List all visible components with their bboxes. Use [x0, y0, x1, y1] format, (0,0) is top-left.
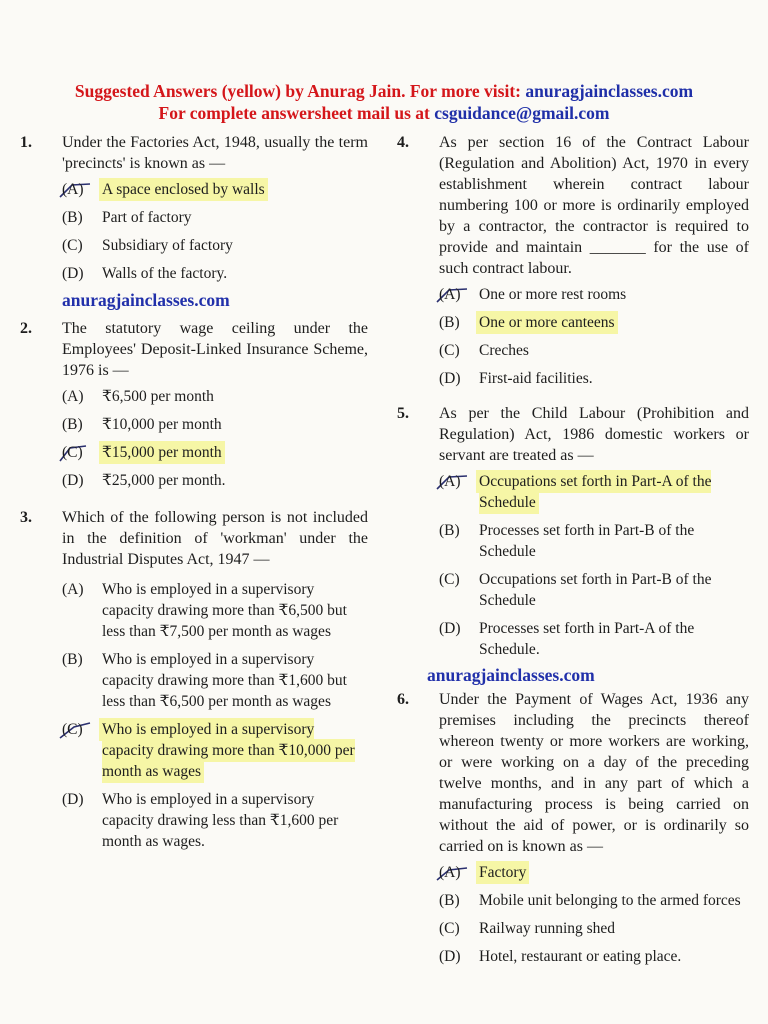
question-2: [20, 318, 368, 491]
question-number: 2.: [20, 320, 32, 337]
option-letter: (B): [439, 892, 460, 909]
option-c-selected: [62, 719, 368, 782]
option-letter: (B): [439, 522, 460, 539]
option-letter: (D): [62, 265, 84, 282]
option-text: Creches: [479, 342, 529, 359]
option-b: [62, 414, 368, 435]
option-text: Who is employed in a supervisory capacity drawing more than ₹6,500 but less than ₹7,500 per month as wages: [102, 581, 347, 640]
options-list: [62, 579, 368, 852]
option-text: ₹25,000 per month.: [102, 472, 226, 489]
option-letter: (A): [439, 473, 461, 490]
option-letter: (C): [62, 237, 83, 254]
question-number: 5.: [397, 405, 409, 422]
option-letter: (D): [439, 948, 461, 965]
question-number: 1.: [20, 134, 32, 151]
option-letter: (A): [62, 181, 84, 198]
option-text: Processes set forth in Part-B of the Schedule: [479, 522, 695, 560]
question-1: [20, 132, 368, 284]
option-text: Factory: [479, 864, 527, 881]
option-letter: (D): [439, 620, 461, 637]
question-number: 4.: [397, 134, 409, 151]
option-c-selected: [62, 442, 368, 463]
option-letter: (C): [439, 571, 460, 588]
option-letter: (A): [62, 581, 84, 598]
option-text: Who is employed in a supervisory capacity drawing less than ₹1,600 per month as wages.: [102, 791, 339, 850]
option-text: Processes set forth in Part-A of the Schedule.: [479, 620, 695, 658]
option-text: Who is employed in a supervisory capacity drawing more than ₹10,000 per month as wages: [102, 721, 355, 780]
header-line-1-text: Suggested Answers (yellow) by Anurag Jain. For more visit:: [74, 81, 526, 101]
question-text: Under the Payment of Wages Act, 1936 any premises including the precincts thereof whereon twenty or more workers are working, or were working on a day of the preceding twelve months, and in any part of which a manufacturing process is being carried on without the aid of power, or is ordinarily so carried on is known as —: [439, 691, 749, 855]
option-text: One or more rest rooms: [479, 286, 627, 303]
header-line-2-text: For complete answersheet mail us at: [158, 103, 435, 123]
option-text: Mobile unit belonging to the armed forces: [479, 892, 741, 909]
option-a-selected: [439, 862, 749, 883]
header-line-2: [0, 102, 768, 124]
question-3: [20, 507, 368, 852]
header-line-1: [0, 80, 768, 102]
option-letter: (C): [439, 342, 460, 359]
option-b-selected: [439, 312, 749, 333]
option-letter: (D): [62, 472, 84, 489]
option-letter: (B): [62, 209, 83, 226]
option-d: [62, 263, 368, 284]
option-c: [439, 340, 749, 361]
option-letter: (B): [62, 651, 83, 668]
option-text: First-aid facilities.: [479, 370, 593, 387]
option-text: ₹10,000 per month: [102, 416, 222, 433]
option-b: [62, 207, 368, 228]
option-letter: (D): [62, 791, 84, 808]
option-d: [439, 946, 749, 967]
option-letter: (B): [439, 314, 460, 331]
option-text: A space enclosed by walls: [102, 181, 265, 198]
option-a: [62, 386, 368, 407]
option-a-selected: [62, 179, 368, 200]
question-4: [397, 132, 749, 389]
options-list: [439, 284, 749, 389]
question-number: 6.: [397, 691, 409, 708]
option-c: [439, 569, 749, 611]
option-text: Occupations set forth in Part-A of the Schedule: [479, 473, 712, 511]
option-text: ₹15,000 per month: [102, 444, 222, 461]
options-list: [439, 471, 749, 660]
watermark-site-label: anuragjainclasses.com: [427, 665, 595, 685]
right-column: [397, 132, 749, 974]
option-text: Railway running shed: [479, 920, 616, 937]
option-text: ₹6,500 per month: [102, 388, 214, 405]
question-text: As per section 16 of the Contract Labour (Regulation and Abolition) Act, 1970 in every establishment wherein contract labour numbering 100 or more is ordinarily employed by a contractor, the contractor is required to provide and maintain _______ for the use of such contract labour.: [439, 134, 749, 277]
option-text: Subsidiary of factory: [102, 237, 233, 254]
website-link[interactable]: anuragjainclasses.com: [525, 81, 694, 101]
option-text: One or more canteens: [479, 314, 615, 331]
option-text: Walls of the factory.: [102, 265, 228, 282]
options-list: [439, 862, 749, 967]
option-b: [439, 520, 749, 562]
page-header: [0, 80, 768, 124]
option-c: [439, 918, 749, 939]
option-b: [62, 649, 368, 712]
option-d: [62, 470, 368, 491]
option-letter: (B): [62, 416, 83, 433]
email-link[interactable]: csguidance@gmail.com: [434, 103, 610, 123]
left-column: [20, 132, 368, 859]
question-5: [397, 403, 749, 660]
option-text: Part of factory: [102, 209, 192, 226]
question-text: Under the Factories Act, 1948, usually the term 'precincts' is known as —: [62, 134, 368, 172]
option-letter: (A): [62, 388, 84, 405]
question-text: The statutory wage ceiling under the Employees' Deposit-Linked Insurance Scheme, 1976 is —: [62, 320, 368, 379]
options-list: [62, 386, 368, 491]
watermark-site-label: anuragjainclasses.com: [62, 290, 230, 310]
option-letter: (D): [439, 370, 461, 387]
option-d: [439, 618, 749, 660]
question-number: 3.: [20, 509, 32, 526]
option-letter: (A): [439, 286, 461, 303]
option-letter: (C): [62, 721, 83, 738]
option-a: [62, 579, 368, 642]
option-letter: (C): [439, 920, 460, 937]
option-c: [62, 235, 368, 256]
option-b: [439, 890, 749, 911]
option-text: Hotel, restaurant or eating place.: [479, 948, 682, 965]
option-a-selected: [439, 471, 749, 513]
option-letter: (A): [439, 864, 461, 881]
option-text: Who is employed in a supervisory capacity drawing more than ₹1,600 but less than ₹6,500 per month as wages: [102, 651, 347, 710]
question-text: As per the Child Labour (Prohibition and Regulation) Act, 1986 domestic workers or servant are treated as —: [439, 405, 749, 464]
question-6: [397, 689, 749, 967]
option-text: Occupations set forth in Part-B of the Schedule: [479, 571, 712, 609]
options-list: [62, 179, 368, 284]
option-letter: (C): [62, 444, 83, 461]
option-d: [439, 368, 749, 389]
option-d: [62, 789, 368, 852]
question-text: Which of the following person is not included in the definition of 'workman' under the Industrial Disputes Act, 1947 —: [62, 509, 368, 568]
option-a: [439, 284, 749, 305]
